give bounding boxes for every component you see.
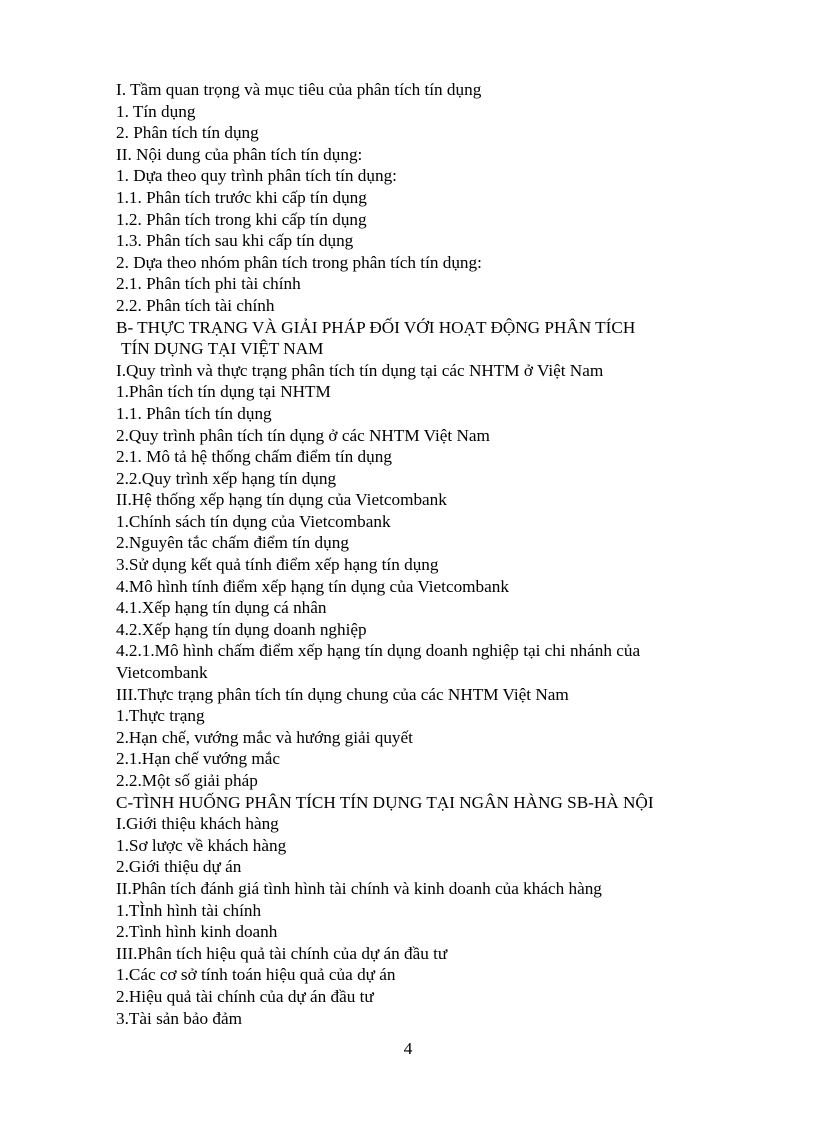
toc-line: II.Hệ thống xếp hạng tín dụng của Vietcombank [116, 490, 447, 510]
toc-line: 1.TÌnh hình tài chính [116, 900, 262, 920]
toc-line: III.Phân tích hiệu quả tài chính của dự án đầu tư [116, 943, 448, 963]
toc-line: 2. Phân tích tín dụng [116, 123, 259, 143]
toc-line: 2.Hạn chế, vướng mắc và hướng giải quyết [116, 727, 413, 747]
toc-line-continued: Vietcombank [116, 663, 208, 683]
toc-line: 4.1.Xếp hạng tín dụng cá nhân [116, 598, 327, 618]
toc-line: I. Tầm quan trọng và mục tiêu của phân tích tín dụng [116, 80, 482, 99]
section-heading: C-TÌNH HUỐNG PHÂN TÍCH TÍN DỤNG TẠI NGÂN HÀNG SB-HÀ NỘI [116, 792, 654, 812]
toc-line: 2.2. Phân tích tài chính [116, 295, 275, 315]
toc-line: 4.Mô hình tính điểm xếp hạng tín dụng của Vietcombank [116, 576, 509, 596]
toc-line: 1. Dựa theo quy trình phân tích tín dụng: [116, 166, 397, 186]
toc-line: 1.Chính sách tín dụng của Vietcombank [116, 511, 391, 531]
toc-line: II. Nội dung của phân tích tín dụng: [116, 144, 363, 164]
section-heading-continued: TÍN DỤNG TẠI VIỆT NAM [121, 339, 324, 359]
toc-line: 3.Tài sản bảo đảm [116, 1008, 243, 1028]
toc-line: 1.Thực trạng [116, 706, 205, 726]
toc-line: I.Quy trình và thực trạng phân tích tín dụng tại các NHTM ở Việt Nam [116, 360, 604, 380]
toc-line: 2.2.Quy trình xếp hạng tín dụng [116, 468, 337, 488]
toc-line: 1.3. Phân tích sau khi cấp tín dụng [116, 231, 354, 251]
toc-line: 1.Phân tích tín dụng tại NHTM [116, 382, 331, 402]
toc-line: 2.Nguyên tắc chấm điểm tín dụng [116, 533, 349, 553]
section-heading: B- THỰC TRẠNG VÀ GIẢI PHÁP ĐỐI VỚI HOẠT ĐỘNG PHÂN TÍCH [116, 317, 636, 337]
toc-line: 2.Quy trình phân tích tín dụng ở các NHTM Việt Nam [116, 425, 490, 445]
toc-line: 2.2.Một số giải pháp [116, 771, 258, 790]
toc-line: 4.2.Xếp hạng tín dụng doanh nghiệp [116, 619, 367, 639]
toc-line: 2.Giới thiệu dự án [116, 857, 242, 877]
toc-line: 2. Dựa theo nhóm phân tích trong phân tích tín dụng: [116, 252, 482, 272]
toc-line: 3.Sử dụng kết quả tính điểm xếp hạng tín dụng [116, 555, 439, 575]
toc-line: 1.2. Phân tích trong khi cấp tín dụng [116, 209, 367, 229]
toc-line: 1.Sơ lược về khách hàng [116, 835, 287, 855]
toc-line: 4.2.1.Mô hình chấm điểm xếp hạng tín dụng doanh nghiệp tại chi nhánh của [116, 641, 641, 661]
toc-line: 2.Tình hình kinh doanh [116, 922, 278, 942]
toc-line: II.Phân tích đánh giá tình hình tài chính và kinh doanh của khách hàng [116, 878, 602, 898]
toc-line: III.Thực trạng phân tích tín dụng chung của các NHTM Việt Nam [116, 684, 569, 704]
toc-line: 2.Hiệu quả tài chính của dự án đầu tư [116, 986, 374, 1006]
toc-line: 2.1. Mô tả hệ thống chấm điểm tín dụng [116, 447, 392, 467]
toc-line: 1.1. Phân tích tín dụng [116, 403, 272, 423]
toc-line: 1.1. Phân tích trước khi cấp tín dụng [116, 187, 367, 207]
toc-line: 1. Tín dụng [116, 101, 196, 121]
toc-line: 1.Các cơ sở tính toán hiệu quả của dự án [116, 965, 396, 985]
toc-line: 2.1.Hạn chế vướng mắc [116, 749, 280, 769]
toc-line: I.Giới thiệu khách hàng [116, 814, 279, 834]
table-of-contents [116, 79, 736, 1029]
toc-line: 2.1. Phân tích phi tài chính [116, 274, 301, 294]
page-number: 4 [403, 1039, 413, 1058]
